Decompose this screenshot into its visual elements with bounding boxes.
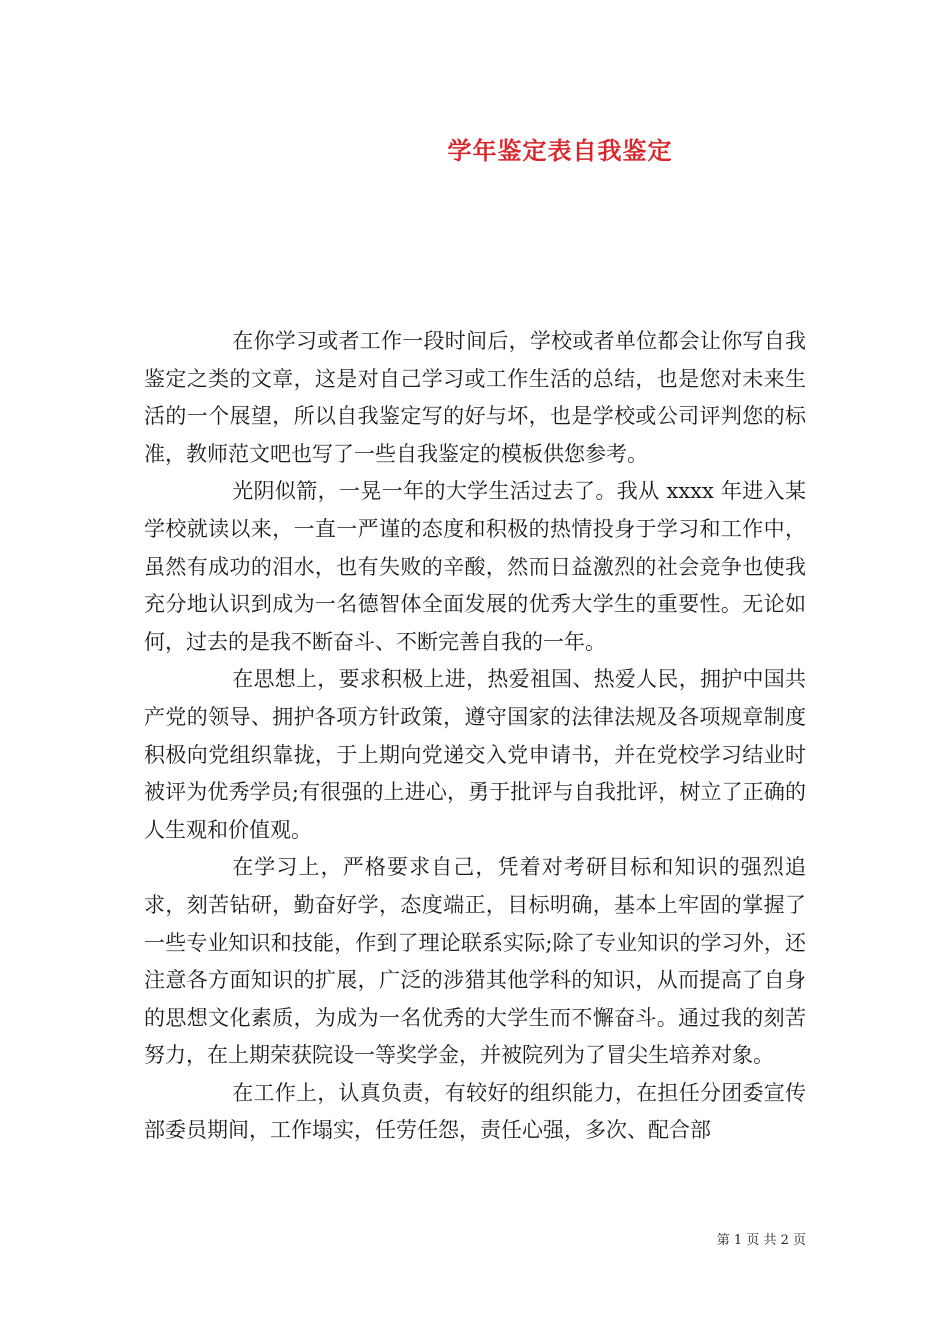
paragraph-study: 在学习上，严格要求自己，凭着对考研目标和知识的强烈追求，刻苦钻研，勤奋好学，态度端正，目标明确，基本上牢固的掌握了一些专业知识和技能，作到了理论联系实际;除了专业知识的学习外，还注意各方面知识的扩展，广泛的涉猎其他学科的知识，从而提高了自身的思想文化素质，为成为一名优秀的大学生而不懈奋斗。通过我的刻苦努力，在上期荣获院设一等奖学金，并被院列为了冒尖生培养对象。 [144,855,806,1068]
paragraph-intro: 在你学习或者工作一段时间后，学校或者单位都会让你写自我鉴定之类的文章，这是对自己学习或工作生活的总结，也是您对未来生活的一个展望，所以自我鉴定写的好与坏，也是学校或公司评判您的标准，教师范文吧也写了一些自我鉴定的模板供您参考。 [144,329,806,466]
paragraph-thought: 在思想上，要求积极上进，热爱祖国、热爱人民，拥护中国共产党的领导、拥护各项方针政策，遵守国家的法律法规及各项规章制度积极向党组织靠拢，于上期向党递交入党申请书，并在党校学习结业时被评为优秀学员;有很强的上进心，勇于批评与自我批评，树立了正确的人生观和价值观。 [144,667,806,842]
document-title: 学年鉴定表自我鉴定 [447,136,673,165]
paragraph-work: 在工作上，认真负责，有较好的组织能力，在担任分团委宣传部委员期间，工作塌实，任劳任怨，责任心强，多次、配合部 [144,1080,806,1143]
paragraph-overview: 光阴似箭，一晃一年的大学生活过去了。我从 xxxx 年进入某学校就读以来，一直一严谨的态度和积极的热情投身于学习和工作中，虽然有成功的泪水，也有失败的辛酸，然而日益激烈的社会竞争也使我充分地认识到成为一名德智体全面发展的优秀大学生的重要性。无论如何，过去的是我不断奋斗、不断完善自我的一年。 [144,479,806,654]
page-number-footer: 第 1 页 共 2 页 [716,1233,806,1248]
document-body [144,323,806,1150]
